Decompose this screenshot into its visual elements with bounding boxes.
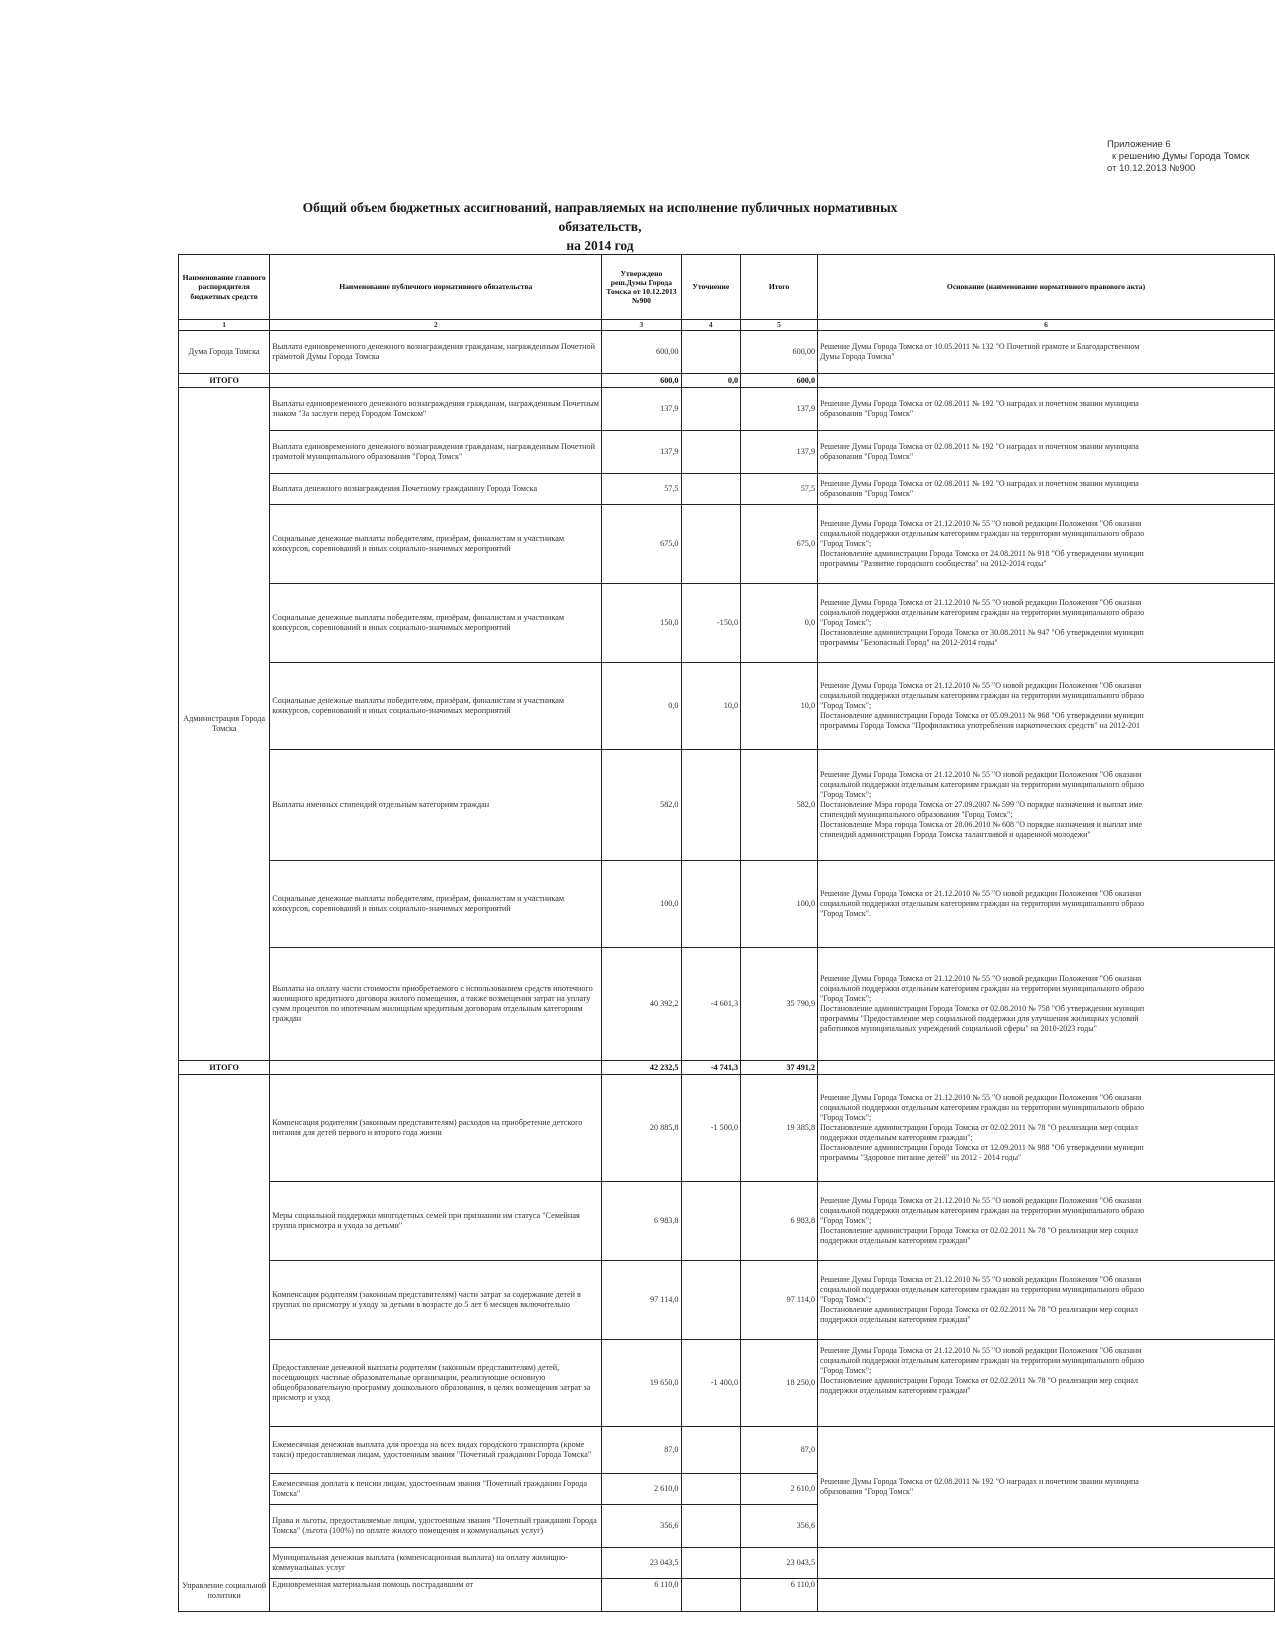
approved-cell: 2 610,0	[602, 1474, 681, 1505]
basis-line: Постановление администрации Города Томска от 30.08.2011 № 947 "Об утверждении муницип	[820, 628, 1144, 638]
basis-cell	[818, 1261, 1275, 1340]
ministry-cell: Администрация Города Томска	[179, 388, 270, 1061]
header-basis: Основание (наименование нормативного правового акта)	[818, 255, 1275, 320]
basis-cell	[818, 388, 1275, 431]
obligation-cell: Ежемесячная доплата к пенсии лицам, удостоенным звания "Почетный гражданин Города Томска"	[270, 1474, 602, 1505]
obligation-cell: Выплаты именных стипендий отдельным категориям граждан	[270, 750, 602, 861]
obligation-cell: Социальные денежные выплаты победителям, призёрам, финалистам и участникам конкурсов, соревнований и иных социально-значимых мероприятий	[270, 861, 602, 948]
obligation-cell: Социальные денежные выплаты победителям, призёрам, финалистам и участникам конкурсов, соревнований и иных социально-значимых мероприятий	[270, 584, 602, 663]
obligation-cell: Единовременная материальная помощь пострадавшим от	[270, 1579, 602, 1612]
approved-cell: 356,6	[602, 1505, 681, 1548]
change-cell	[681, 1548, 741, 1579]
title-line-1: Общий объем бюджетных ассигнований, направляемых на исполнение публичных нормативных обязательств,	[302, 200, 898, 234]
basis-cell	[818, 431, 1275, 474]
basis-line: работников муниципальных учреждений социальной сферы" на 2010-2023 годы"	[820, 1024, 1097, 1034]
table-row	[179, 1261, 1275, 1340]
basis-line: "Город Томск";	[820, 1295, 872, 1305]
basis-line: Решение Думы Города Томска от 02.08.2011 № 192 "О наградах и почетном звании муниципа	[820, 399, 1139, 409]
approved-cell: 600,00	[602, 331, 681, 374]
table-row	[179, 861, 1275, 948]
basis-line: Постановление администрации Города Томска от 02.02.2011 № 78 "О реализации мер социал	[820, 1226, 1138, 1236]
change-cell	[681, 750, 741, 861]
basis-line: Решение Думы Города Томска от 21.12.2010 № 55 "О новой редакции Положения "Об оказани	[820, 889, 1142, 899]
basis-cell	[818, 663, 1275, 750]
basis-line: поддержки отдельным категориям граждан"	[820, 1386, 971, 1396]
basis-line: образования "Город Томск"	[820, 452, 914, 462]
colnum: 2	[270, 320, 602, 331]
basis-line: "Город Томск";	[820, 701, 872, 711]
basis-line: образования "Город Томск"	[820, 1487, 914, 1497]
change-cell: -150,0	[681, 584, 741, 663]
basis-line: образования "Город Томск"	[820, 409, 914, 419]
total-cell: 57,5	[741, 474, 818, 505]
basis-line: социальной поддержки отдельным категориям граждан на территории муниципального образо	[820, 608, 1145, 618]
approved-cell: 6 983,8	[602, 1182, 681, 1261]
basis-line: Постановление Мэра города Томска от 28.06.2010 № 608 "О порядке назначения и выплат име	[820, 820, 1143, 830]
basis-line: Постановление администрации Города Томска от 12.09.2011 № 988 "Об утверждении муницип	[820, 1143, 1144, 1153]
title-line-2: на 2014 год	[566, 238, 634, 253]
total-total: 37 491,2	[741, 1061, 818, 1075]
change-cell: 10,0	[681, 663, 741, 750]
basis-line: Постановление администрации Города Томска от 02.08.2010 № 758 "Об утверждении муницип	[820, 1004, 1145, 1014]
approved-cell: 6 110,0	[602, 1579, 681, 1612]
approved-cell: 0,0	[602, 663, 681, 750]
basis-line: социальной поддержки отдельным категориям граждан на территории муниципального образо	[820, 691, 1145, 701]
basis-line: поддержки отдельным категориям граждан"	[820, 1236, 971, 1246]
basis-line: Решение Думы Города Томска от 02.08.2011 № 192 "О наградах и почетном звании муниципа	[820, 479, 1139, 489]
obligation-cell: Предоставление денежной выплаты родителям (законным представителям) детей, посещающих частные образовательные организации, реализующие основную общеобразовательную программу дошкольного образования, в целях возмещения затрат за присмотр и уход	[270, 1340, 602, 1427]
basis-line: программы "Безопасный Город" на 2012-2014 годы"	[820, 638, 998, 648]
change-cell	[681, 1261, 741, 1340]
approved-cell: 150,0	[602, 584, 681, 663]
change-cell	[681, 1474, 741, 1505]
approved-cell: 87,0	[602, 1427, 681, 1474]
approved-cell: 19 650,0	[602, 1340, 681, 1427]
total-cell: 19 385,8	[741, 1075, 818, 1182]
basis-line: Решение Думы Города Томска от 21.12.2010 № 55 "О новой редакции Положения "Об оказани	[820, 974, 1142, 984]
change-cell	[681, 474, 741, 505]
change-cell: -1 500,0	[681, 1075, 741, 1182]
basis-line: социальной поддержки отдельным категориям граждан на территории муниципального образо	[820, 899, 1145, 909]
approved-cell: 100,0	[602, 861, 681, 948]
total-cell: 18 250,0	[741, 1340, 818, 1427]
obligation-cell: Права и льготы, предоставляемые лицам, удостоенным звания "Почетный гражданин Города Томска" (льгота (100%) по оплате жилого помещения и коммунальных услуг)	[270, 1505, 602, 1548]
basis-line: "Город Томск";	[820, 1366, 872, 1376]
basis-line: социальной поддержки отдельным категориям граждан на территории муниципального образо	[820, 780, 1145, 790]
annex-block	[1107, 139, 1275, 175]
basis-line: Решение Думы Города Томска от 21.12.2010 № 55 "О новой редакции Положения "Об оказани	[820, 598, 1142, 608]
total-cell: 23 043,5	[741, 1548, 818, 1579]
basis-line: Решение Думы Города Томска от 21.12.2010 № 55 "О новой редакции Положения "Об оказани	[820, 1346, 1142, 1356]
obligation-cell: Компенсация родителям (законным представителям) расходов на приобретение детского питания для детей первого и второго года жизни	[270, 1075, 602, 1182]
basis-line: Решение Думы Города Томска от 21.12.2010 № 55 "О новой редакции Положения "Об оказани	[820, 1196, 1142, 1206]
annex-line-2: к решению Думы Города Томск	[1112, 151, 1250, 162]
total-cell: 137,9	[741, 388, 818, 431]
colnum: 3	[602, 320, 681, 331]
total-approved: 42 232,5	[602, 1061, 681, 1075]
total-cell: 0,0	[741, 584, 818, 663]
obligation-cell: Выплата денежного вознаграждения Почетному гражданину Города Томска	[270, 474, 602, 505]
basis-line: социальной поддержки отдельным категориям граждан на территории муниципального образо	[820, 1103, 1145, 1113]
basis-line: стипендий администрации Города Томска талантливой и одаренной молодежи"	[820, 830, 1091, 840]
basis-line: Постановление администрации Города Томска от 02.02.2011 № 78 "О реализации мер социал	[820, 1376, 1138, 1386]
basis-line: "Город Томск";	[820, 618, 872, 628]
basis-line: социальной поддержки отдельным категориям граждан на территории муниципального образо	[820, 1285, 1145, 1295]
header-total: Итого	[741, 255, 818, 320]
total-cell: 6 110,0	[741, 1579, 818, 1612]
total-row	[179, 1061, 1275, 1075]
basis-line: Постановление администрации Города Томска от 02.02.2011 № 78 "О реализации мер социал	[820, 1123, 1138, 1133]
total-cell: 675,0	[741, 505, 818, 584]
header-change: Уточнение	[681, 255, 741, 320]
change-cell	[681, 861, 741, 948]
total-cell: 100,0	[741, 861, 818, 948]
table-row	[179, 663, 1275, 750]
change-cell	[681, 1505, 741, 1548]
total-label: ИТОГО	[179, 374, 270, 388]
change-cell	[681, 331, 741, 374]
basis-cell	[818, 1075, 1275, 1182]
total-cell: 356,6	[741, 1505, 818, 1548]
table-row	[179, 948, 1275, 1061]
total-row	[179, 374, 1275, 388]
basis-cell	[818, 331, 1275, 374]
table-row	[179, 1427, 1275, 1474]
approved-cell: 57,5	[602, 474, 681, 505]
obligation-cell: Выплата единовременного денежного вознаграждения гражданам, награжденным Почетной грамотой муниципального образования "Город Томск"	[270, 431, 602, 474]
annex-line-3: от 10.12.2013 №900	[1107, 163, 1196, 174]
total-change: -4 741,3	[681, 1061, 741, 1075]
basis-line: "Город Томск";	[820, 790, 872, 800]
total-change: 0,0	[681, 374, 741, 388]
basis-line: Решение Думы Города Томска от 10.05.2011 № 132 "О Почетной грамоте и Благодарственном	[820, 342, 1140, 352]
ministry-cell: Управление социальной политики	[179, 1075, 270, 1612]
basis-line: программы Города Томска "Профилактика употребления наркотических средств" на 2012-201	[820, 721, 1141, 731]
approved-cell: 23 043,5	[602, 1548, 681, 1579]
approved-cell: 20 885,8	[602, 1075, 681, 1182]
total-label: ИТОГО	[179, 1061, 270, 1075]
ministry-cell: Дума Города Томска	[179, 331, 270, 374]
header-obligation: Наименование публичного нормативного обязательства	[270, 255, 602, 320]
basis-cell	[818, 474, 1275, 505]
approved-cell: 97 114,0	[602, 1261, 681, 1340]
approved-cell: 137,9	[602, 388, 681, 431]
basis-line: "Город Томск";	[820, 1113, 872, 1123]
table-row	[179, 1548, 1275, 1579]
table-row	[179, 1340, 1275, 1427]
basis-line: Решение Думы Города Томска от 21.12.2010 № 55 "О новой редакции Положения "Об оказани	[820, 1275, 1142, 1285]
total-cell: 97 114,0	[741, 1261, 818, 1340]
obligation-cell: Меры социальной поддержки многодетных семей при признании им статуса "Семейная группа присмотра и ухода за детьми"	[270, 1182, 602, 1261]
total-cell: 87,0	[741, 1427, 818, 1474]
page-title	[300, 198, 900, 255]
basis-line: Решение Думы Города Томска от 02.08.2011 № 192 "О наградах и почетном звании муниципа	[820, 1477, 1139, 1487]
basis-line: социальной поддержки отдельным категориям граждан на территории муниципального образо	[820, 1206, 1145, 1216]
basis-line: стипендий муниципального образования "Город Томск";	[820, 810, 1013, 820]
change-cell	[681, 1579, 741, 1612]
approved-cell: 582,0	[602, 750, 681, 861]
header-row	[179, 255, 1275, 320]
table-row	[179, 331, 1275, 374]
total-cell: 582,0	[741, 750, 818, 861]
change-cell: -4 601,3	[681, 948, 741, 1061]
basis-line: поддержки отдельным категориям граждан"	[820, 1315, 971, 1325]
obligation-cell: Выплаты на оплату части стоимости приобретаемого с использованием средств ипотечного жилищного кредитного договора жилого помещения, а также возмещения затрат на уплату сумм процентов по ипотечным жилищным кредитным договорам отдельным категориям граждан	[270, 948, 602, 1061]
basis-cell	[818, 750, 1275, 861]
total-cell: 137,9	[741, 431, 818, 474]
basis-cell	[818, 505, 1275, 584]
basis-line: "Город Томск";	[820, 1216, 872, 1226]
basis-line: Думы Города Томска"	[820, 352, 895, 362]
table-row	[179, 1075, 1275, 1182]
obligation-cell: Выплата единовременного денежного вознаграждения гражданам, награжденным Почетной грамотой Думы Города Томска	[270, 331, 602, 374]
table-row	[179, 505, 1275, 584]
obligation-cell: Компенсация родителям (законным представителям) части затрат за содержание детей в группах по присмотру и уходу за детьми в возрасте до 5 лет 6 месяцев включительно	[270, 1261, 602, 1340]
basis-line: Решение Думы Города Томска от 21.12.2010 № 55 "О новой редакции Положения "Об оказани	[820, 1093, 1142, 1103]
basis-line: Решение Думы Города Томска от 02.08.2011 № 192 "О наградах и почетном звании муниципа	[820, 442, 1139, 452]
basis-cell	[818, 948, 1275, 1061]
obligation-cell: Муниципальная денежная выплата (компенсационная выплата) на оплату жилищно-коммунальных услуг	[270, 1548, 602, 1579]
colnum: 5	[741, 320, 818, 331]
approved-cell: 675,0	[602, 505, 681, 584]
total-cell: 6 983,8	[741, 1182, 818, 1261]
total-cell: 35 790,9	[741, 948, 818, 1061]
basis-cell	[818, 1182, 1275, 1261]
basis-line: социальной поддержки отдельным категориям граждан на территории муниципального образо	[820, 1356, 1145, 1366]
basis-line: программы "Предоставление мер социальной поддержки для улучшения жилищных условий	[820, 1014, 1139, 1024]
total-approved: 600,0	[602, 374, 681, 388]
table-row	[179, 431, 1275, 474]
basis-line: поддержки отдельным категориям граждан";	[820, 1133, 973, 1143]
total-total: 600,0	[741, 374, 818, 388]
change-cell	[681, 388, 741, 431]
colnum: 6	[818, 320, 1275, 331]
basis-line: Постановление администрации Города Томска от 24.08.2011 № 918 "Об утверждении муницип	[820, 549, 1144, 559]
obligation-cell: Выплаты единовременного денежного вознаграждения гражданам, награжденным Почетным знаком "За заслуги перед Городом Томском"	[270, 388, 602, 431]
table-row	[179, 584, 1275, 663]
colnum: 4	[681, 320, 741, 331]
basis-line: "Город Томск";	[820, 994, 872, 1004]
table-row	[179, 750, 1275, 861]
basis-line: социальной поддержки отдельным категориям граждан на территории муниципального образо	[820, 984, 1145, 994]
change-cell	[681, 1182, 741, 1261]
total-cell: 2 610,0	[741, 1474, 818, 1505]
change-cell	[681, 431, 741, 474]
basis-line: социальной поддержки отдельным категориям граждан на территории муниципального образо	[820, 529, 1145, 539]
table-row	[179, 474, 1275, 505]
basis-line: программы "Здоровое питание детей" на 2012 - 2014 годы"	[820, 1153, 1022, 1163]
budget-table	[178, 254, 1275, 1612]
basis-line: Постановление администрации Города Томска от 02.02.2011 № 78 "О реализации мер социал	[820, 1305, 1138, 1315]
basis-line: Решение Думы Города Томска от 21.12.2010 № 55 "О новой редакции Положения "Об оказани	[820, 519, 1142, 529]
change-cell	[681, 1427, 741, 1474]
table-row	[179, 1182, 1275, 1261]
annex-line-1: Приложение 6	[1107, 139, 1171, 150]
table-row	[179, 1579, 1275, 1612]
table-row	[179, 388, 1275, 431]
basis-cell	[818, 1427, 1275, 1548]
header-approved: Утверждено реш.Думы Города Томска от 10.12.2013 №900	[602, 255, 681, 320]
basis-line: Решение Думы Города Томска от 21.12.2010 № 55 "О новой редакции Положения "Об оказани	[820, 681, 1142, 691]
colnum: 1	[179, 320, 270, 331]
basis-line: Постановление администрации Города Томска от 05.09.2011 № 968 "Об утверждении муницип	[820, 711, 1144, 721]
obligation-cell: Социальные денежные выплаты победителям, призёрам, финалистам и участникам конкурсов, соревнований и иных социально-значимых мероприятий	[270, 663, 602, 750]
basis-line: "Город Томск".	[820, 909, 871, 919]
header-ministry: Наименование главного распорядителя бюджетных средств	[179, 255, 270, 320]
change-cell: -1 400,0	[681, 1340, 741, 1427]
basis-line: Постановление Мэра города Томска от 27.09.2007 № 599 "О порядке назначения и выплат име	[820, 800, 1143, 810]
approved-cell: 137,9	[602, 431, 681, 474]
basis-cell	[818, 584, 1275, 663]
total-cell: 600,00	[741, 331, 818, 374]
column-numbers-row	[179, 320, 1275, 331]
basis-line: Решение Думы Города Томска от 21.12.2010 № 55 "О новой редакции Положения "Об оказани	[820, 770, 1142, 780]
basis-cell	[818, 861, 1275, 948]
basis-line: программы "Развитие городского сообщества" на 2012-2014 годы"	[820, 559, 1047, 569]
obligation-cell: Социальные денежные выплаты победителям, призёрам, финалистам и участникам конкурсов, соревнований и иных социально-значимых мероприятий	[270, 505, 602, 584]
basis-line: образования "Город Томск"	[820, 489, 914, 499]
obligation-cell: Ежемесячная денежная выплата для проезда на всех видах городского транспорта (кроме такси) предоставляемая лицам, удостоенным звания "Почетный гражданин Города Томска"	[270, 1427, 602, 1474]
basis-cell	[818, 1340, 1275, 1427]
basis-line: "Город Томск";	[820, 539, 872, 549]
approved-cell: 40 392,2	[602, 948, 681, 1061]
total-cell: 10,0	[741, 663, 818, 750]
change-cell	[681, 505, 741, 584]
